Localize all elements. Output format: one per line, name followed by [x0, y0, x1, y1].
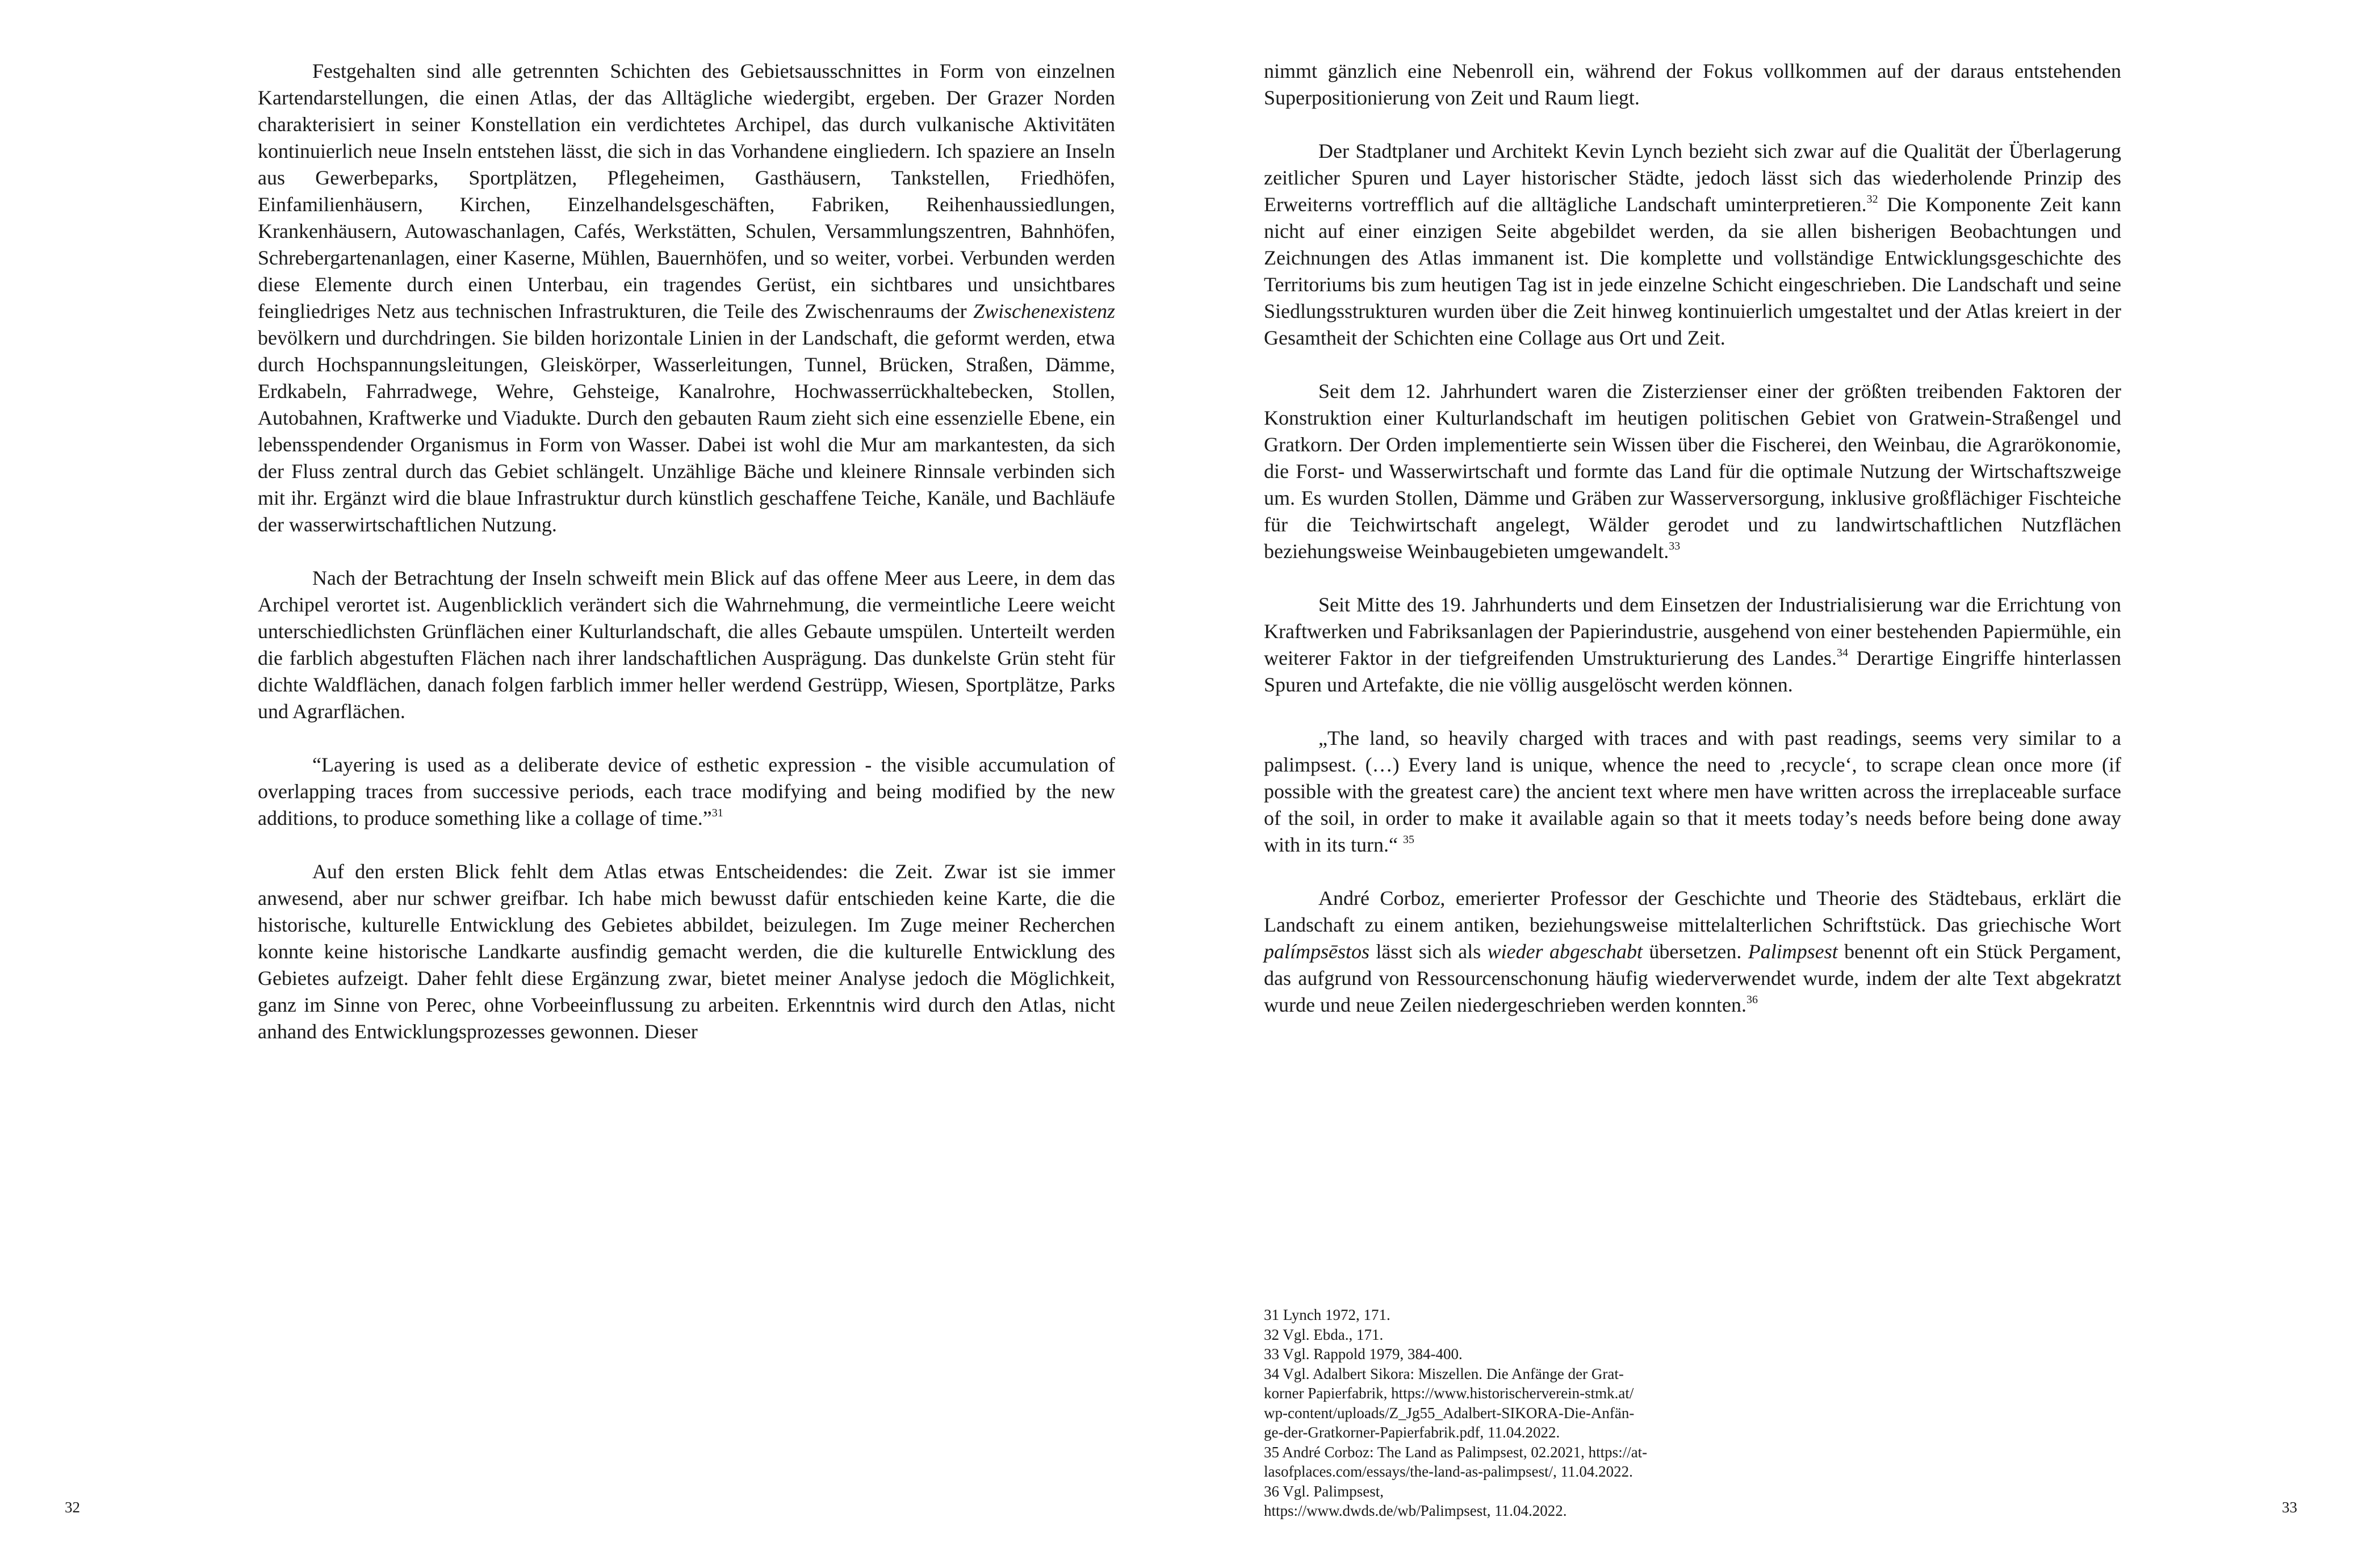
footnote-line: 31 Lynch 1972, 171.	[1264, 1306, 1390, 1323]
italic-term: Palimpsest	[1748, 940, 1838, 963]
footnote-line: 34 Vgl. Adalbert Sikora: Miszellen. Die Anfänge der Grat-	[1264, 1365, 1624, 1382]
footnote-ref: 36	[1746, 993, 1758, 1006]
footnote-ref: 35	[1403, 833, 1414, 846]
italic-term: wieder abgeschabt	[1487, 940, 1643, 963]
footnote-line: ge-der-Gratkorner-Papierfabrik.pdf, 11.04.2022.	[1264, 1424, 1560, 1441]
quote-paragraph: “Layering is used as a deliberate device of esthetic expression - the visible accumulation of overlapping traces from successive periods, each trace modifying and being modified by the new additions, to produce something like a collage of time.”$^{31}$	[258, 753, 1115, 829]
footnote-ref: 33	[1669, 540, 1681, 552]
quote-paragraph: „The land, so heavily charged with traces and with past readings, seems very similar to a palimpsest. (…) Every land is unique, whence the need to ‚recycle‘, to scrape clean once more (if possible with the greatest care) the ancient text where men have written across the irreplaceable surface of the soil, in order to make it available again so that it meets today’s needs before being done away with in its turn.“ $^{35}$	[1264, 727, 2121, 856]
paragraph: Auf den ersten Blick fehlt dem Atlas etwas Entscheidendes: die Zeit. Zwar ist sie immer anwesend, aber nur schwer greifbar. Ich habe mich bewusst dafür entschieden keine Karte, die die historische, kulturelle Entwicklung des Gebietes abbildet, beizulegen. Im Zuge meiner Recherchen konnte keine historische Landkarte ausfindig gemacht werden, die die kulturelle Entwicklung des Gebietes aufzeigt. Daher fehlt diese Ergänzung zwar, bietet meiner Analyse jedoch die Möglichkeit, ganz im Sinne von Perec, ohne Vorbeeinflussung zu arbeiten. Erkenntnis wird durch den Atlas, nicht anhand des Entwicklungsprozesses gewonnen. Dieser	[258, 860, 1115, 1043]
right-text-column	[1264, 58, 2121, 1018]
italic-term: Zwischenexistenz	[973, 300, 1115, 322]
footnote-line: korner Papierfabrik, https://www.historischerverein-stmk.at/	[1264, 1385, 1634, 1402]
paragraph: Nach der Betrachtung der Inseln schweift mein Blick auf das offene Meer aus Leere, in dem das Archipel verortet ist. Augenblicklich verändert sich die Wahrnehmung, die vermeintliche Leere weicht unterschiedlichsten Grünflächen einer Kulturlandschaft, die alles Gebaute umspülen. Unterteilt werden die farblich abgestuften Flächen nach ihrer landschaftlichen Ausprägung. Das dunkelste Grün steht für dichte Waldflächen, danach folgen farblich immer heller werdend Gestrüpp, Wiesen, Sportplätze, Parks und Agrarflächen.	[258, 567, 1115, 723]
footnote-line: https://www.dwds.de/wb/Palimpsest, 11.04.2022.	[1264, 1502, 1567, 1519]
left-text-column	[258, 58, 1115, 1045]
right-page	[1177, 0, 2354, 1568]
paragraph: Der Stadtplaner und Architekt Kevin Lynch bezieht sich zwar auf die Qualität der Überlagerung zeitlicher Spuren und Layer historischer Städte, jedoch lässt sich das wiederholende Prinzip des Erweiterns vortrefflich auf die alltägliche Landschaft uminterpretieren.$^{32}$ Die Komponente Zeit kann nicht auf einer einzigen Seite abgebildet werden, da sie allen bisherigen Beobachtungen und Zeichnungen des Atlas immanent ist. Die komplette und vollständige Entwicklungsgeschichte des Territoriums bis zum heutigen Tag ist in jede einzelne Schicht eingeschrieben. Die Landschaft und seine Siedlungsstrukturen wurden über die Zeit hinweg kontinuierlich umgestaltet und der Atlas kreiert in der Gesamtheit der Schichten eine Collage aus Ort und Zeit.	[1264, 140, 2122, 349]
footnote-line: 33 Vgl. Rappold 1979, 384-400.	[1264, 1345, 1463, 1362]
footnote-ref: 32	[1866, 193, 1878, 206]
footnote-line: 32 Vgl. Ebda., 171.	[1264, 1326, 1384, 1343]
paragraph-continued: nimmt gänzlich eine Nebenroll ein, während der Fokus vollkommen auf der daraus entstehenden Superpositionierung von Zeit und Raum liegt.	[1264, 60, 2121, 109]
footnotes	[1264, 1305, 1718, 1521]
page-number: 33	[2282, 1499, 2297, 1516]
paragraph: Seit Mitte des 19. Jahrhunderts und dem Einsetzen der Industrialisierung war die Errichtung von Kraftwerken und Fabriksanlagen der Papierindustrie, ausgehend von einer bestehenden Papiermühle, ein weiterer Faktor in der tiefgreifenden Umstrukturierung des Landes.$^{34}$ Derartige Eingriffe hinterlassen Spuren und Artefakte, die nie völlig ausgelöscht werden können.	[1264, 593, 2121, 696]
paragraph: Festgehalten sind alle getrennten Schichten des Gebietsausschnittes in Form von einzelnen Kartendarstellungen, die einen Atlas, der das Alltägliche wiedergibt, ergeben. Der Grazer Norden charakterisiert in seiner Konstellation ein verdichtetes Archipel, das durch vulkanische Aktivitäten kontinuierlich neue Inseln entstehen lässt, die sich in das Vorhandene eingliedern. Ich spaziere an Inseln aus Gewerbeparks, Sportplätzen, Pflegeheimen, Gasthäusern, Tankstellen, Friedhöfen, Einfamilienhäusern, Kirchen, Einzelhandelsgeschäften, Fabriken, Reihenhaussiedlungen, Krankenhäusern, Autowaschanlagen, Cafés, Werkstätten, Schulen, Versammlungszentren, Bahnhöfen, Schrebergartenanlagen, einer Kaserne, Mühlen, Bauernhöfen, und so weiter, vorbei. Verbunden werden diese Elemente durch einen Unterbau, ein tragendes Gerüst, ein sichtbares und unsichtbares feingliedriges Netz aus technischen Infrastrukturen, die Teile des Zwischenraums der Zwischenexistenz bevölkern und durchdringen. Sie bilden horizontale Linien in der Landschaft, die geformt werden, etwa durch Hochspannungsleitungen, Gleiskörper, Wasserleitungen, Tunnel, Brücken, Straßen, Dämme, Erdkabeln, Fahrradwege, Wehre, Gehsteige, Kanalrohre, Hochwasserrückhaltebecken, Stollen, Autobahnen, Kraftwerke und Viadukte. Durch den gebauten Raum zieht sich eine essenzielle Ebene, ein lebensspendender Organismus in Form von Wasser. Dabei ist wohl die Mur am markantesten, da sich der Fluss zentral durch das Gebiet schlängelt. Unzählige Bäche und kleinere Rinnsale verbinden sich mit ihr. Ergänzt wird die blaue Infrastruktur durch künstlich geschaffene Teiche, Kanäle, und Bachläufe der wasserwirtschaftlichen Nutzung.	[258, 60, 1115, 536]
footnote-line: 35 André Corboz: The Land as Palimpsest, 02.2021, https://at-	[1264, 1443, 1648, 1461]
footnote-ref: 31	[711, 807, 723, 819]
footnote-line: lasofplaces.com/essays/the-land-as-palimpsest/, 11.04.2022.	[1264, 1463, 1633, 1480]
paragraph: Seit dem 12. Jahrhundert waren die Zisterzienser einer der größten treibenden Faktoren der Konstruktion einer Kulturlandschaft im heutigen politischen Gebiet von Gratwein-Straßengel und Gratkorn. Der Orden implementierte sein Wissen über die Fischerei, den Weinbau, die Agrarökonomie, die Forst- und Wasserwirtschaft und formte das Land für die optimale Nutzung der Wirtschaftszweige um. Es wurden Stollen, Dämme und Gräben zur Wasserversorgung, inklusive großflächiger Fischteiche für die Teichwirtschaft angelegt, Wälder gerodet und zu landwirtschaftlichen Nutzflächen beziehungsweise Weinbaugebieten umgewandelt.$^{33}$	[1264, 380, 2121, 563]
page-number: 32	[65, 1499, 80, 1516]
footnote-line: 36 Vgl. Palimpsest,	[1264, 1482, 1384, 1500]
footnote-ref: 34	[1836, 647, 1848, 659]
italic-term: palímpsēstos	[1264, 940, 1370, 963]
footnote-line: wp-content/uploads/Z_Jg55_Adalbert-SIKORA-Die-Anfän-	[1264, 1404, 1635, 1422]
paragraph: André Corboz, emerierter Professor der Geschichte und Theorie des Städtebaus, erklärt die Landschaft zu einem antiken, beziehungsweise mittelalterlichen Schriftstück. Das griechische Wort palímpsēstos lässt sich als wieder abgeschabt übersetzen. Palimpsest benennt oft ein Stück Pergament, das aufgrund von Ressourcenschonung häufig wiederverwendet wurde, indem der alte Text abgekratzt wurde und neue Zeilen niedergeschrieben werden konnten.$^{36}$	[1264, 887, 2122, 1016]
